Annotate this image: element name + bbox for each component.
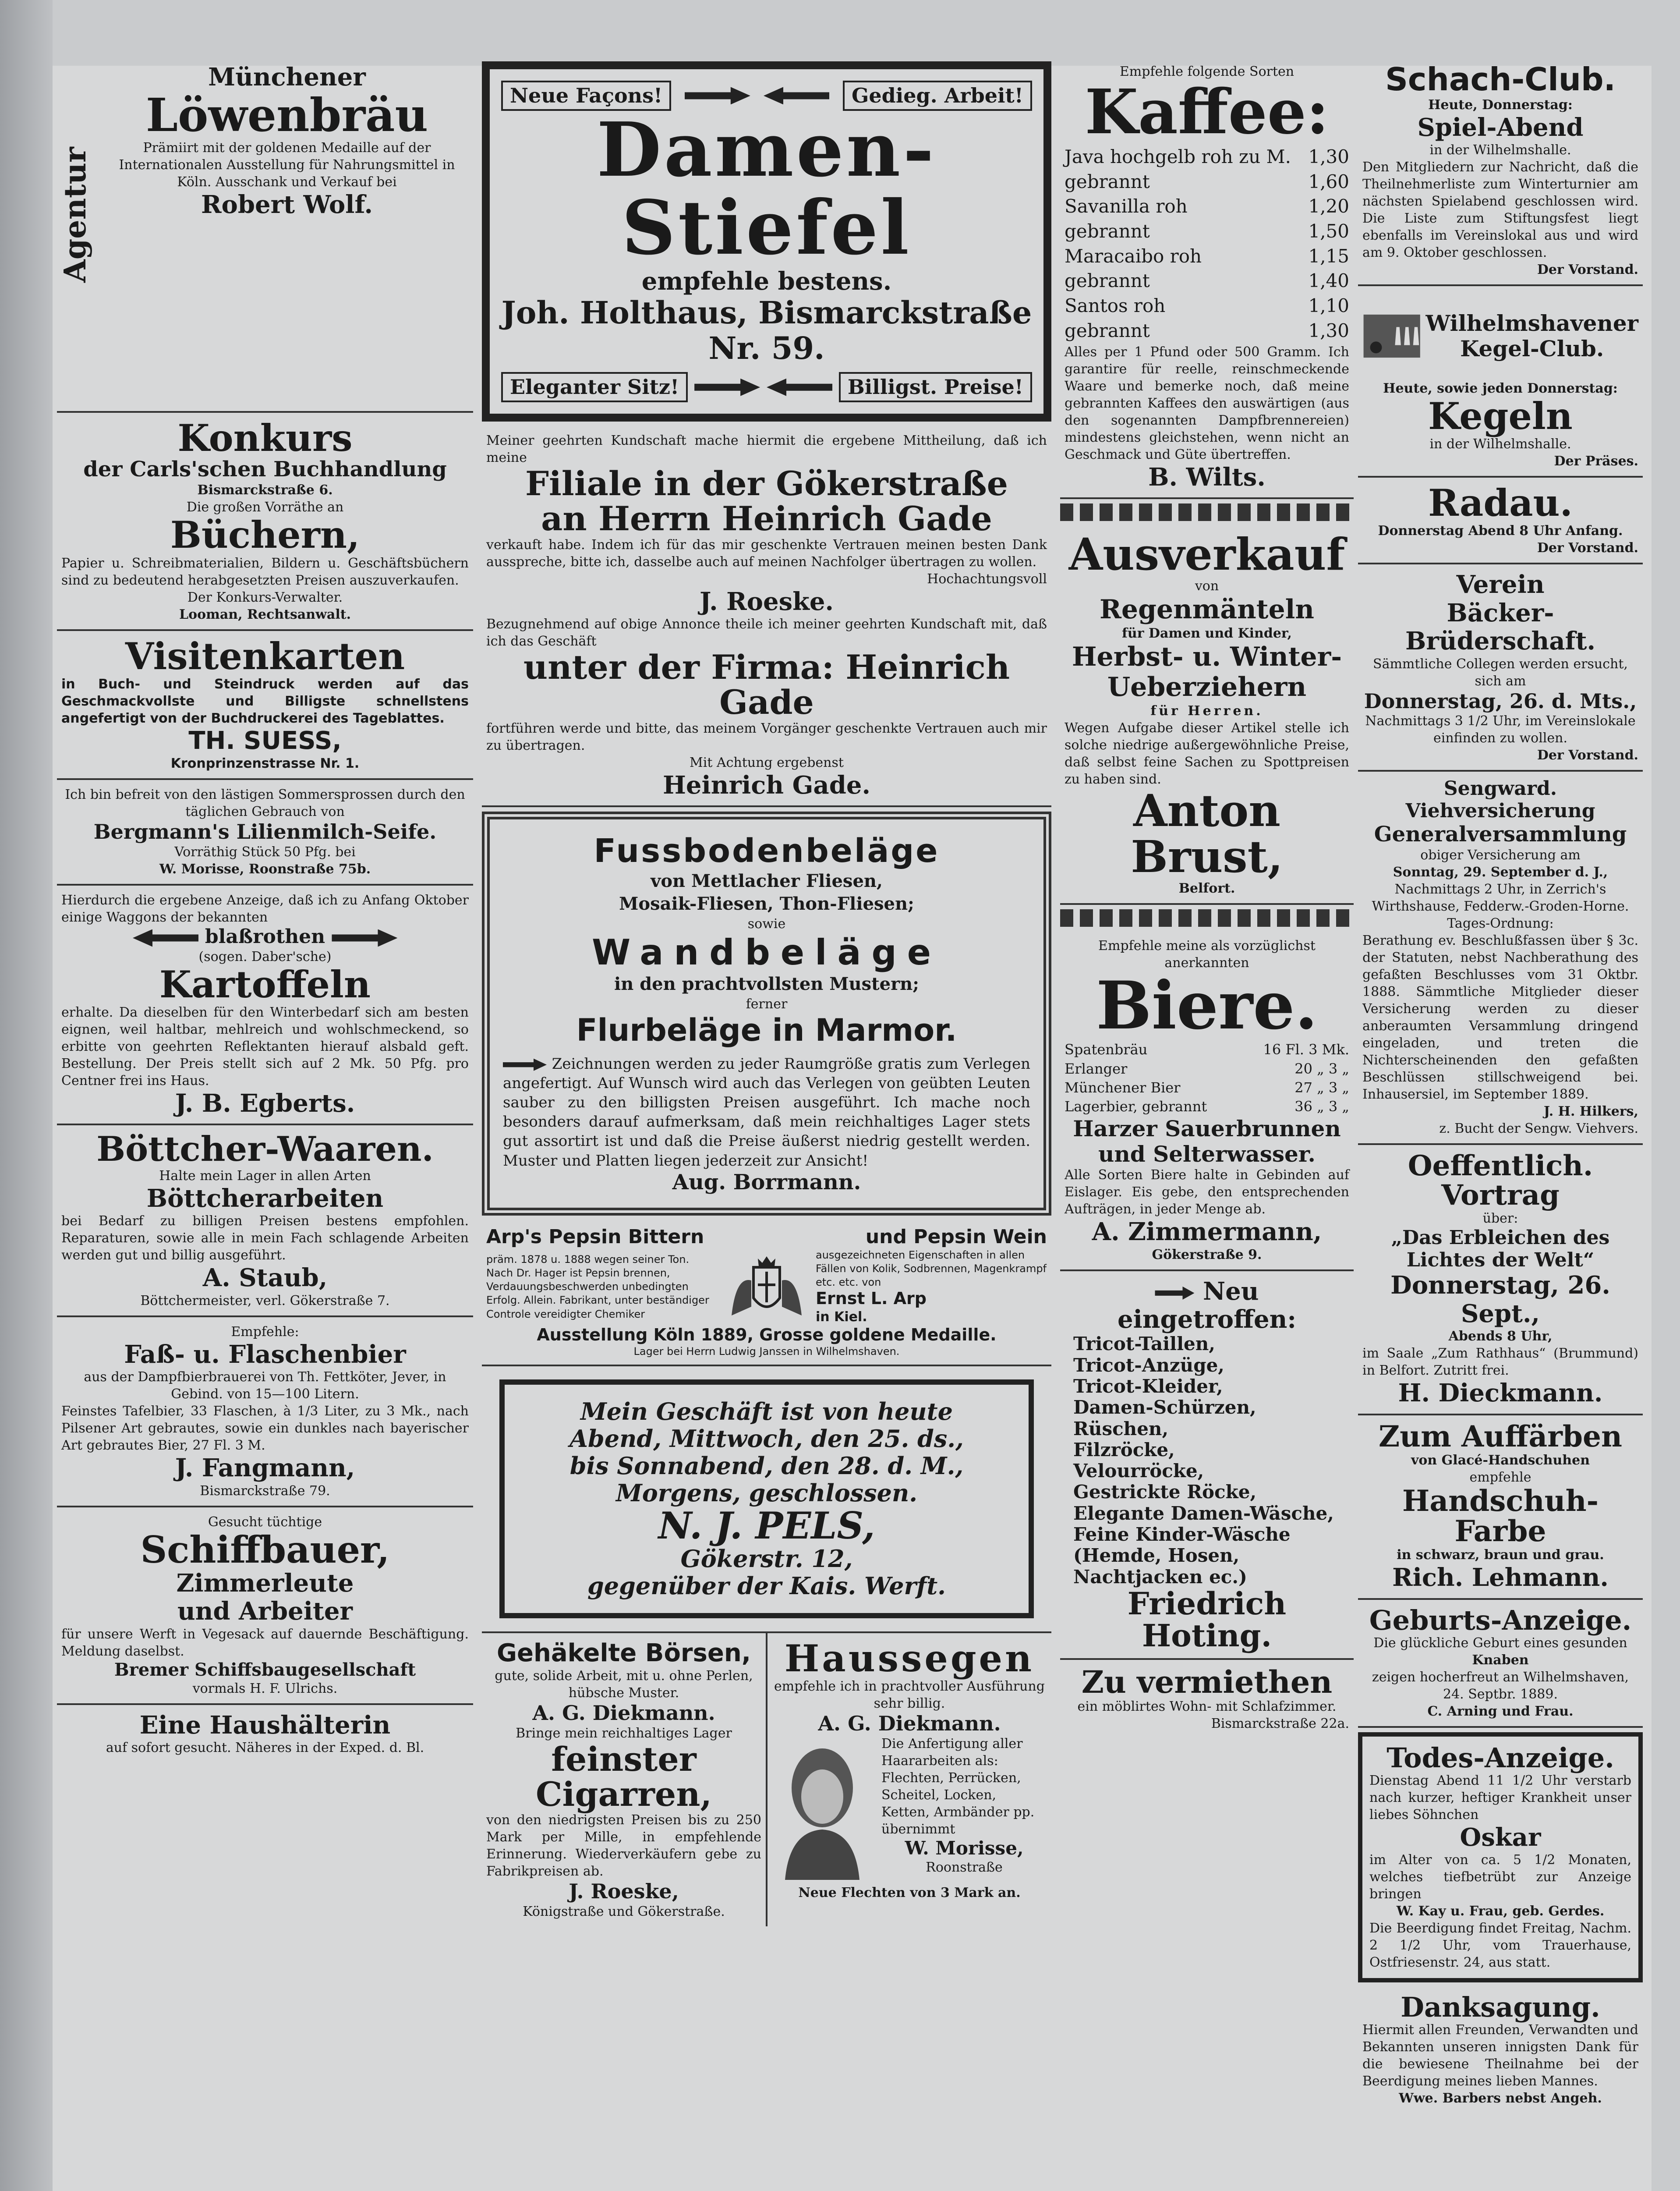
price-value: 27 „ 3 „	[1294, 1079, 1349, 1096]
price-label: Münchener Bier	[1065, 1079, 1181, 1096]
farbe-sub: von Glacé-Handschuhen	[1411, 1452, 1590, 1468]
bottom-row-col2	[482, 1631, 1051, 1927]
kaffee-pre: Empfehle folgende Sorten	[1119, 64, 1294, 79]
boersen-title: Gehäkelte Börsen,	[497, 1638, 751, 1667]
filiale-text-4: fortführen werde und bitte, das meinem Vorgänger geschenkte Vertrauen auch mir zu übertragen.	[486, 720, 1047, 753]
kegel-signature: Der Präses.	[1554, 454, 1638, 469]
konkurs-address: Bismarckstraße 6.	[197, 482, 333, 498]
pointing-hand-icon	[332, 929, 397, 947]
kegel-scene-icon	[1362, 292, 1421, 380]
schiff-line-2: Zimmerleute	[176, 1568, 354, 1598]
stiefel-sub: empfehle bestens.	[641, 266, 892, 296]
fussboden-line-5: ferner	[746, 996, 788, 1012]
pels-address-2: gegenüber der Kais. Werft.	[587, 1572, 946, 1600]
vieh-text-2: Nachmittags 2 Uhr, in Zerrich's Wirthshause, Fedderw.-Groden-Horne.	[1372, 881, 1629, 914]
filiale-head-3: unter der Firma: Heinrich Gade	[523, 648, 1010, 722]
verein-title-2: Bäcker-Brüderschaft.	[1405, 598, 1595, 656]
list-item: Filzröcke,	[1073, 1439, 1175, 1461]
dank-title: Danksagung.	[1401, 1991, 1600, 2024]
farbe-title: Zum Auffärben	[1378, 1419, 1622, 1454]
divider-ornament	[1060, 909, 1354, 927]
filiale-text-3: Bezugnehmend auf obige Annonce theile ich meiner geehrten Kundschaft mit, daß ich das Geschäft	[486, 617, 1047, 649]
schach-line-2: Spiel-Abend	[1417, 113, 1584, 142]
list-item: (Hemde, Hosen, Nachtjacken ec.)	[1073, 1545, 1247, 1588]
fussboden-line-3: sowie	[747, 916, 786, 932]
fass-name: J. Fangmann,	[175, 1454, 355, 1483]
seife-text-2: Vorräthig Stück 50 Pfg. bei	[174, 844, 356, 860]
filiale-head-2: an Herrn Heinrich Gade	[541, 499, 992, 538]
ad-danksagung	[1358, 1987, 1643, 2113]
ad-pepsin	[482, 1220, 1051, 1366]
filiale-greeting: Hochachtungsvoll	[927, 571, 1047, 587]
schach-signature: Der Vorstand.	[1537, 262, 1638, 277]
pointing-hand-icon	[503, 1059, 547, 1071]
pels-line-3: bis Sonnabend, den 28. d. M.,	[569, 1451, 964, 1480]
list-item: Rüschen,	[1073, 1418, 1169, 1439]
price-label: Savanilla roh	[1065, 195, 1188, 217]
verein-text-2: Nachmittags 3 1/2 Uhr, im Vereinslokale einfinden zu wollen.	[1365, 713, 1636, 746]
pels-line-2: Abend, Mittwoch, den 25. ds.,	[569, 1424, 964, 1453]
kaffee-name: B. Wilts.	[1148, 462, 1266, 492]
column-2	[482, 57, 1051, 1926]
divider-ornament	[1060, 503, 1354, 521]
ad-radau	[1358, 478, 1643, 564]
verein-text: Sämmtliche Collegen werden ersucht, sich am	[1373, 656, 1628, 689]
price-row	[1065, 1078, 1349, 1097]
vermiethen-text: ein möblirtes Wohn- mit Schlafzimmer.	[1077, 1699, 1337, 1715]
fussboden-line-4: in den prachtvollsten Mustern;	[614, 974, 919, 995]
price-value: 1,30	[1308, 146, 1349, 167]
ad-baecker	[1358, 564, 1643, 772]
konkurs-head: Büchern,	[170, 513, 360, 557]
award-text: Prämiirt mit der goldenen Medaille auf der Internationalen Ausstellung für Nahrungsmittel in Köln. Ausschank und Verkauf bei	[119, 140, 455, 190]
todes-text-3: Die Beerdigung findet Freitag, Nachm. 2 1/2 Uhr, vom Trauerhause, Ostfriesenstr. 24, aus statt.	[1369, 1921, 1631, 1971]
woman-portrait-icon	[772, 1740, 873, 1880]
fussboden-title-3: Flurbeläge in Marmor.	[576, 1012, 957, 1049]
vortrag-text: im Saale „Zum Rathhaus“ (Brummund) in Belfort. Zutritt frei.	[1362, 1346, 1638, 1379]
ausverkauf-name: Anton Brust,	[1131, 784, 1283, 883]
vortrag-date: Donnerstag, 26. Sept.,	[1390, 1271, 1610, 1328]
filiale-head: Filiale in der Gökerstraße	[525, 464, 1008, 503]
vermiethen-address: Bismarckstraße 22a.	[1211, 1716, 1349, 1732]
vermiethen-title: Zu vermiethen	[1081, 1663, 1333, 1700]
agentur-label: Agentur	[58, 147, 93, 283]
haar-name: W. Morisse,	[905, 1837, 1024, 1859]
ad-filiale	[482, 426, 1051, 807]
price-value: 1,60	[1308, 170, 1349, 192]
biere-pre: Empfehle meine als vorzüglichst anerkannten	[1098, 938, 1316, 971]
pepsin-head-2: und Pepsin Wein	[865, 1226, 1047, 1248]
ad-boettcher	[57, 1125, 473, 1317]
agent-name: Robert Wolf.	[201, 190, 373, 219]
pepsin-city: in Kiel.	[816, 1309, 867, 1325]
schach-text: Den Mitgliedern zur Nachricht, daß die Theilnehmerliste zum Winterturnier am nächsten Spielabend geschlossen wird. Die Liste zum Stiftungsfest liegt ebenfalls im Vereinslokal aus und wird am 9. Oktober geschlossen.	[1362, 159, 1638, 260]
ausverkauf-head-4: Ueberziehern	[1107, 671, 1307, 702]
ad-flaschenbier	[57, 1317, 473, 1507]
pointing-hand-icon	[767, 379, 832, 396]
pepsin-right-text: ausgezeichneten Eigenschaften in allen Fällen von Kolik, Sodbrennen, Magenkrampf etc. etc. von	[816, 1248, 1047, 1289]
list-item: Tricot-Taillen,	[1073, 1333, 1215, 1355]
coat-of-arms-icon	[723, 1250, 810, 1324]
pointing-hand-icon	[1155, 1287, 1194, 1300]
price-label: gebrannt	[1065, 270, 1150, 292]
ad-neu-eingetroffen	[1060, 1271, 1354, 1660]
boettcher-address: Böttchermeister, verl. Gökerstraße 7.	[140, 1293, 390, 1308]
stiefel-address: Bismarckstraße Nr. 59.	[708, 294, 1032, 366]
boettcher-title: Böttcher-Waaren.	[96, 1129, 434, 1170]
brand-prefix: Münchener	[208, 63, 366, 92]
fass-address: Bismarckstraße 79.	[200, 1483, 330, 1499]
price-value: 1,10	[1308, 295, 1349, 317]
kartoffeln-sub: blaßrothen	[205, 925, 325, 948]
stiefel-title: Damen-Stiefel	[597, 106, 937, 272]
price-row	[1065, 1097, 1349, 1116]
pointing-hand-icon	[764, 87, 829, 104]
price-row	[1065, 145, 1349, 170]
ausverkauf-title: Ausverkauf	[1068, 528, 1345, 580]
biere-name: A. Zimmermann,	[1092, 1217, 1322, 1247]
vieh-title: Sengward. Viehversicherung	[1405, 777, 1595, 823]
radau-text: Donnerstag Abend 8 Uhr Anfang.	[1378, 523, 1623, 539]
ad-loewenbraeu	[57, 57, 473, 413]
filiale-text: Meiner geehrten Kundschaft mache hiermit die ergebene Mittheilung, daß ich meine	[486, 433, 1047, 466]
schach-line-3: in der Wilhelmshalle.	[1429, 142, 1571, 158]
schiff-pre: Gesucht tüchtige	[208, 1514, 322, 1530]
ad-visitenkarten	[57, 631, 473, 780]
price-label: Lagerbier, gebrannt	[1065, 1098, 1207, 1115]
verein-signature: Der Vorstand.	[1537, 748, 1638, 763]
fussboden-name: Aug. Borrmann.	[672, 1170, 861, 1195]
kaffee-price-list	[1065, 145, 1349, 344]
boettcher-text: Halte mein Lager in allen Arten	[159, 1168, 371, 1184]
todes-text-2: im Alter von ca. 5 1/2 Monaten, welches tiefbetrübt zur Anzeige bringen	[1369, 1852, 1631, 1902]
vieh-text-3: Berathung ev. Beschlußfassen über § 3c. der Statuten, nebst Nachberathung des gefaßten Beschlusses vom 31 Oktbr. 1888. Sämmtliche Mitglieder dieser Versicherung werden zu dieser anberaumten Versammlung dringend eingeladen, und treten die Nichterscheinenden den gefaßten Beschlüssen stillschweigend bei. Inhausersiel, im September 1889.	[1362, 932, 1638, 1102]
neu-items	[1065, 1333, 1349, 1588]
geburt-title: Geburts-Anzeige.	[1369, 1604, 1632, 1636]
price-value: 20 „ 3 „	[1294, 1060, 1349, 1077]
ausverkauf-text: Wegen Aufgabe dieser Artikel stelle ich solche niedrige außergewöhnliche Preise, daß selbst feine Sachen zu Spottpreisen zu haben sind.	[1065, 720, 1349, 787]
ausverkauf-head-1: Regenmänteln	[1099, 594, 1315, 625]
price-label: gebrannt	[1065, 170, 1150, 192]
pepsin-footer: Ausstellung Köln 1889, Grosse goldene Medaille.	[537, 1325, 997, 1344]
haar-text: Die Anfertigung aller Haararbeiten als: Flechten, Perrücken, Scheitel, Locken, Ketten, Armbänder pp. übernimmt	[881, 1736, 1035, 1837]
pels-line-4: Morgens, geschlossen.	[615, 1479, 918, 1507]
fussboden-line-1: von Mettlacher Fliesen,	[651, 871, 883, 892]
boersen-name: A. G. Diekmann.	[532, 1701, 715, 1725]
ad-haushaelterin	[57, 1705, 473, 1762]
verein-date: Donnerstag, 26. d. Mts.,	[1364, 689, 1637, 713]
farbe-pre: empfehle	[1469, 1469, 1531, 1485]
ad-handschuh	[1358, 1415, 1643, 1600]
pointing-hand-icon	[685, 87, 750, 104]
price-value: 36 „ 3 „	[1294, 1098, 1349, 1115]
biere-price-list	[1065, 1040, 1349, 1116]
ad-konkurs	[57, 413, 473, 631]
schach-title: Schach-Club.	[1385, 61, 1616, 98]
stiefel-name: Joh. Holthaus,	[501, 294, 748, 331]
visiten-address: Kronprinzenstrasse Nr. 1.	[170, 756, 360, 772]
haussegen-name: A. G. Diekmann.	[818, 1711, 1001, 1735]
ad-schiffbauer	[57, 1507, 473, 1705]
ad-haussegen	[767, 1633, 1051, 1927]
column-3	[1060, 57, 1354, 1738]
kartoffeln-text-2: erhalte. Da dieselben für den Winterbedarf sich am besten eignen, weil haltbar, mehlreich und wohlschmeckend, so erbitte von geehrten Reflektanten hierauf alsbald geft. Bestellung. Der Preis stellt sich auf 2 Mk. 50 Pfg. pro Centner frei ins Haus.	[61, 1004, 469, 1088]
biere-head: Harzer Sauerbrunnen und Selterwasser.	[1073, 1116, 1341, 1167]
neu-title: Neu eingetroffen:	[1117, 1276, 1297, 1334]
ad-vermiethen	[1060, 1660, 1354, 1739]
column-4	[1358, 57, 1643, 2113]
biere-address: Gökerstraße 9.	[1152, 1247, 1262, 1262]
pels-line-1: Mein Geschäft ist von heute	[580, 1397, 953, 1425]
visiten-text: in Buch- und Steindruck werden auf das Geschmackvollste und Billigste schnellstens angefertigt von der Buchdruckerei des Tageblattes.	[61, 676, 469, 726]
price-label: gebrannt	[1065, 220, 1150, 242]
haushaelterin-text: auf sofort gesucht. Näheres in der Exped. d. Bl.	[106, 1740, 424, 1756]
biere-title: Biere.	[1096, 967, 1318, 1044]
ausverkauf-head-2: für Damen und Kinder,	[1122, 625, 1292, 641]
fussboden-line-2: Mosaik-Fliesen, Thon-Fliesen;	[619, 893, 914, 915]
konkurs-text-2: Papier u. Schreibmaterialien, Bildern u. Geschäftsbüchern sind zu bedeutend herabgesetzten Preisen auszuverkaufen.	[61, 555, 469, 588]
price-value: 16 Fl. 3 Mk.	[1263, 1041, 1349, 1058]
vieh-head: Generalversammlung	[1374, 822, 1627, 847]
ad-seife	[57, 780, 473, 886]
list-item: Tricot-Kleider,	[1073, 1375, 1223, 1397]
boersen-text: gute, solide Arbeit, mit u. ohne Perlen, hübsche Muster.	[495, 1668, 753, 1701]
price-label: Java hochgelb roh zu M.	[1065, 146, 1291, 167]
radau-signature: Der Vorstand.	[1537, 540, 1638, 556]
price-value: 1,30	[1308, 319, 1349, 341]
vieh-order: Tages-Ordnung:	[1447, 915, 1554, 931]
ad-viehversicherung	[1358, 772, 1643, 1145]
schiff-firm: Bremer Schiffsbaugesellschaft	[114, 1659, 416, 1680]
geburt-text-2: zeigen hocherfreut an Wilhelmshaven, 24. Septbr. 1889.	[1372, 1669, 1629, 1702]
ad-kegel	[1358, 286, 1643, 478]
ad-ausverkauf	[1060, 525, 1354, 905]
filiale-name: J. Roeske.	[699, 587, 834, 616]
fussboden-title-2: Wandbeläge	[591, 932, 942, 973]
kartoffeln-name: J. B. Egberts.	[175, 1088, 355, 1118]
haussegen-title: Haussegen	[784, 1636, 1035, 1680]
farbe-head: Handschuh-Farbe	[1402, 1483, 1599, 1549]
fussboden-text: Zeichnungen werden zu jeder Raumgröße gratis zum Verlegen angefertigt. Auf Wunsch wird auch das Verlegen von geübten Leuten sauber zu den billigsten Preisen ausgeführt. Ich mache noch besonders darauf aufmerksam, daß mein reichhaltiges Lager stets gut assortirt ist und daß die Preise äußerst niedrig gestellt werden. Muster und Platten liegen jederzeit zur Ansicht!	[503, 1055, 1030, 1170]
price-label: gebrannt	[1065, 319, 1150, 341]
boettcher-name: A. Staub,	[202, 1263, 328, 1293]
fass-text-2: Feinstes Tafelbier, 33 Flaschen, à 1/3 Liter, zu 3 Mk., nach Pilsener Art gebrautes, sowie ein dunkles nach bayerischer Art gebrautes Bier, 27 Fl. 3 M.	[61, 1404, 469, 1454]
kaffee-title: Kaffee:	[1085, 76, 1329, 148]
biere-text: Alle Sorten Biere halte in Gebinden auf Eislager. Eis gebe, den entsprechenden Aufträgen, in jeder Menge ab.	[1065, 1167, 1349, 1217]
cigarren-address: Königstraße und Gökerstraße.	[523, 1904, 725, 1920]
page-edge	[0, 0, 53, 2191]
price-row	[1065, 269, 1349, 294]
cigarren-text: Bringe mein reichhaltiges Lager	[516, 1725, 732, 1741]
seife-text: Ich bin befreit von den lästigen Sommersprossen durch den täglichen Gebrauch von	[65, 787, 465, 820]
kartoffeln-text: Hierdurch die ergebene Anzeige, daß ich zu Anfang Oktober einige Waggons der bekannten	[61, 893, 469, 925]
boettcher-head: Böttcherarbeiten	[146, 1184, 384, 1213]
ausverkauf-von: von	[1195, 578, 1219, 594]
schiff-line-3: und Arbeiter	[177, 1597, 353, 1626]
seife-name: W. Morisse, Roonstraße 75b.	[159, 862, 371, 877]
todes-name: Oskar	[1460, 1823, 1541, 1852]
pepsin-footer-2: Lager bei Herrn Ludwig Janssen in Wilhelmshaven.	[633, 1345, 900, 1358]
pepsin-left-text: präm. 1878 u. 1888 wegen seiner Ton. Nach Dr. Hager ist Pepsin brennen, Verdauungsbeschwerden unbedingten Erfolg. Allein. Fabrikant, unter beständiger Controle vereidigter Chemiker	[486, 1253, 709, 1320]
dank-text: Hiermit allen Freunden, Verwandten und Bekannten unseren innigsten Dank für die bewiesene Theilnahme bei der Beerdigung meines lieben Mannes.	[1362, 2022, 1638, 2089]
vortrag-name: H. Dieckmann.	[1398, 1379, 1603, 1408]
price-row	[1065, 294, 1349, 319]
price-value: 1,50	[1308, 220, 1349, 242]
price-label: Spatenbräu	[1065, 1041, 1148, 1058]
vieh-text: obiger Versicherung am	[1420, 847, 1581, 863]
price-row	[1065, 219, 1349, 244]
seife-head: Bergmann's Lilienmilch-Seife.	[93, 820, 437, 844]
ausverkauf-head-3: Herbst- u. Winter-	[1072, 641, 1342, 672]
cigarren-text-2: von den niedrigsten Preisen bis zu 250 Mark per Mille, in empfehlende Erinnerung. Wiederverkäufern gebe zu Fabrikpreisen ab.	[486, 1812, 761, 1879]
price-row	[1065, 194, 1349, 219]
visiten-title: Visitenkarten	[125, 634, 405, 678]
schach-line-1: Heute, Donnerstag:	[1428, 97, 1573, 113]
ad-fussboden	[482, 812, 1051, 1216]
konkurs-signature-2: Looman, Rechtsanwalt.	[179, 606, 351, 622]
list-item: Tricot-Anzüge,	[1073, 1354, 1224, 1376]
vortrag-pre: über:	[1482, 1211, 1518, 1227]
fass-text: aus der Dampfbierbrauerei von Th. Fettköter, Jever, in Gebind. von 15—100 Litern.	[84, 1369, 446, 1402]
kegel-line-1: Heute, sowie jeden Donnerstag:	[1383, 380, 1618, 396]
vortrag-time: Abends 8 Uhr,	[1448, 1329, 1553, 1344]
vieh-date: Sonntag, 29. September d. J.,	[1393, 864, 1608, 880]
stiefel-corner-1: Neue Façons!	[501, 81, 671, 111]
farbe-name: Rich. Lehmann.	[1392, 1563, 1609, 1592]
price-value: 1,20	[1308, 195, 1349, 217]
pepsin-name: Ernst L. Arp	[816, 1289, 927, 1308]
price-value: 1,15	[1308, 245, 1349, 267]
kaffee-text: Alles per 1 Pfund oder 500 Gramm. Ich garantire für reelle, reinschmeckende Waare und bemerke noch, daß meine gebrannten Kaffees den auswärtigen (aus den sogenannten Dampfbrennereien) mindestens gleichstehen, wenn nicht an Geschmack und Güte übertreffen.	[1065, 344, 1349, 462]
konkurs-text: Die großen Vorräthe an	[186, 500, 344, 515]
price-label: Santos roh	[1065, 295, 1166, 317]
haar-text-2: Neue Flechten von 3 Mark an.	[798, 1885, 1021, 1900]
stiefel-corner-4: Billigst. Preise!	[839, 372, 1032, 402]
ad-pels	[499, 1379, 1034, 1618]
brand-name: Löwenbräu	[145, 88, 428, 142]
filiale-text-2: verkauft habe. Indem ich für das mir geschenkte Vertrauen meinen besten Dank ausspreche, bitte ich, dasselbe auch auf meinen Nachfolger übertragen zu wollen.	[486, 537, 1047, 570]
visiten-name: TH. SUESS,	[188, 726, 342, 755]
fass-pre: Empfehle:	[231, 1324, 299, 1340]
geburt-text: Die glückliche Geburt eines gesunden	[1373, 1635, 1627, 1651]
price-value: 1,40	[1308, 270, 1349, 292]
boettcher-text-2: bei Bedarf zu billigen Preisen bestens empfohlen. Reparaturen, sowie alle in mein Fach schlagende Arbeiten werden gut und billig ausgeführt.	[61, 1213, 469, 1263]
radau-title: Radau.	[1428, 481, 1573, 525]
ad-damen-stiefel	[482, 61, 1051, 422]
vortrag-title: Oeffentlich. Vortrag	[1408, 1149, 1593, 1212]
konkurs-sub: der Carls'schen Buchhandlung	[83, 457, 447, 482]
pointing-hand-icon	[694, 379, 760, 396]
haushaelterin-title: Eine Haushälterin	[139, 1710, 391, 1740]
farbe-text: in schwarz, braun und grau.	[1397, 1547, 1604, 1563]
todes-title: Todes-Anzeige.	[1386, 1741, 1614, 1774]
kartoffeln-title: Kartoffeln	[159, 962, 371, 1006]
ad-todes	[1358, 1732, 1643, 1982]
vieh-signature: J. H. Hilkers,	[1543, 1103, 1638, 1119]
list-item: Feine Kinder-Wäsche	[1073, 1523, 1291, 1545]
cigarren-head: feinster Cigarren,	[536, 1739, 712, 1814]
ad-kaffee	[1060, 57, 1354, 499]
kegel-head: Kegeln	[1428, 394, 1573, 438]
kegel-line-2: in der Wilhelmshalle.	[1429, 436, 1571, 452]
price-row	[1065, 319, 1349, 344]
geburt-baby: Knaben	[1472, 1652, 1529, 1668]
ad-vortrag	[1358, 1145, 1643, 1415]
ausverkauf-head-5: für Herren.	[1150, 703, 1263, 719]
pointing-hand-icon	[133, 929, 198, 947]
verein-title: Verein	[1456, 570, 1545, 599]
dank-name: Wwe. Barbers nebst Angeh.	[1399, 2091, 1602, 2106]
list-item: Velourröcke,	[1073, 1460, 1204, 1482]
ad-boersen	[482, 1633, 767, 1927]
pels-name: N. J. PELS,	[658, 1504, 875, 1548]
haussegen-text: empfehle ich in prachtvoller Ausführung sehr billig.	[774, 1678, 1045, 1711]
ad-schach	[1358, 57, 1643, 286]
kegel-title: Wilhelmshavener Kegel-Club.	[1425, 310, 1638, 362]
schiff-text: für unsere Werft in Vegesack auf dauernde Beschäftigung. Meldung daselbst.	[61, 1626, 469, 1659]
price-row	[1065, 244, 1349, 269]
haar-address: Roonstraße	[926, 1859, 1003, 1875]
schiff-firm-2: vormals H. F. Ulrichs.	[192, 1680, 338, 1696]
stiefel-corner-3: Eleganter Sitz!	[501, 372, 688, 402]
pepsin-head: Arp's Pepsin Bittern	[486, 1226, 704, 1248]
stiefel-corner-2: Gedieg. Arbeit!	[843, 81, 1032, 111]
list-item: Gestrickte Röcke,	[1073, 1481, 1257, 1503]
price-row	[1065, 1060, 1349, 1078]
schiff-title: Schiffbauer,	[140, 1528, 390, 1571]
filiale-greeting-2: Mit Achtung ergebenst	[690, 755, 844, 770]
vieh-signature-2: z. Bucht der Sengw. Viehvers.	[1439, 1120, 1638, 1136]
pels-address: Gökerstr. 12,	[680, 1545, 853, 1573]
ausverkauf-city: Belfort.	[1178, 880, 1235, 896]
column-1	[57, 57, 473, 1762]
price-row	[1065, 170, 1349, 195]
geburt-name: C. Arning und Frau.	[1427, 1703, 1574, 1719]
konkurs-signature: Der Konkurs-Verwalter.	[187, 589, 343, 605]
todes-parents: W. Kay u. Frau, geb. Gerdes.	[1396, 1904, 1605, 1919]
fussboden-title: Fussbodenbeläge	[594, 832, 940, 870]
list-item: Damen-Schürzen,	[1073, 1397, 1256, 1418]
fass-title: Faß- u. Flaschenbier	[124, 1340, 406, 1369]
vortrag-topic: „Das Erbleichen des Lichtes der Welt“	[1391, 1227, 1610, 1271]
ad-biere	[1060, 931, 1354, 1271]
konkurs-title: Konkurs	[177, 416, 353, 460]
filiale-name-2: Heinrich Gade.	[662, 770, 870, 800]
price-label: Maracaibo roh	[1065, 245, 1202, 267]
price-label: Erlanger	[1065, 1060, 1128, 1077]
list-item: Elegante Damen-Wäsche,	[1073, 1502, 1334, 1524]
kartoffeln-sub-2: (sogen. Daber'sche)	[198, 949, 332, 964]
ad-geburt	[1358, 1600, 1643, 1728]
todes-text: Dienstag Abend 11 1/2 Uhr verstarb nach kurzer, heftiger Krankheit unser liebes Söhnchen	[1369, 1773, 1631, 1822]
ad-kartoffeln	[57, 886, 473, 1125]
neu-name: Friedrich Hoting.	[1127, 1585, 1287, 1654]
cigarren-name: J. Roeske,	[569, 1879, 679, 1904]
